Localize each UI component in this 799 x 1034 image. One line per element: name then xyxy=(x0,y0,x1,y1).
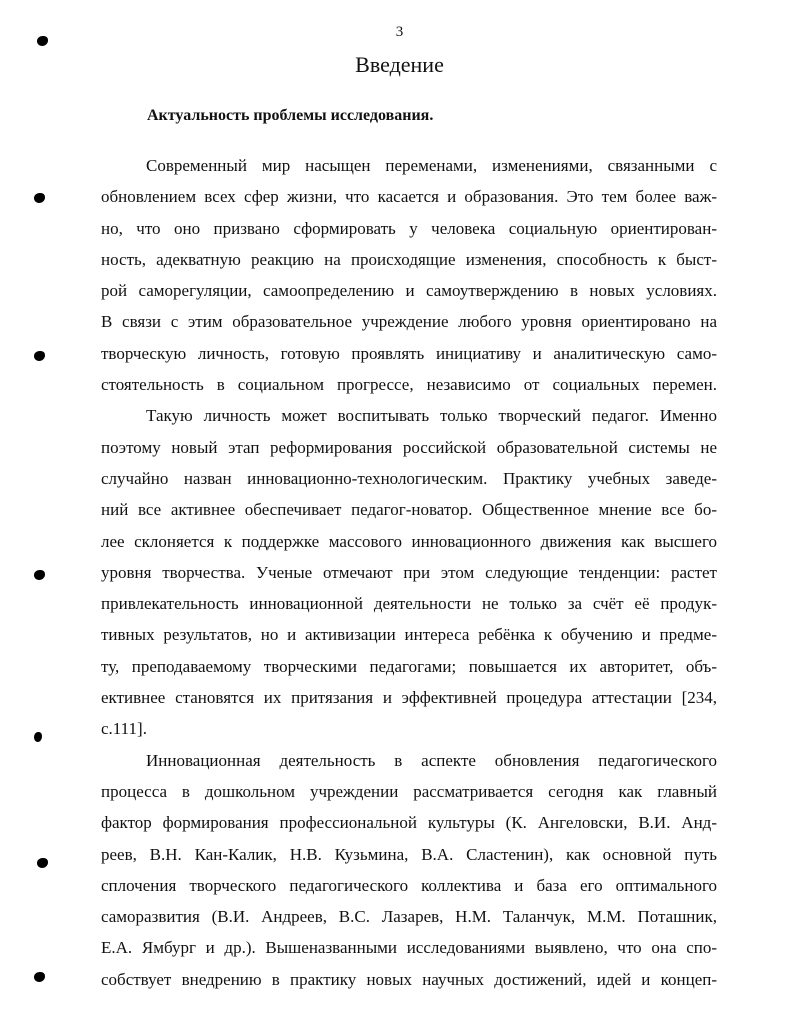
text-line: Е.А. Ямбург и др.). Вышеназванными исследованиями выявлено, что она спо- xyxy=(101,938,717,958)
text-line: ективнее становятся их притязания и эффективней процедура аттестации [234, xyxy=(101,688,717,708)
text-line: обновлением всех сфер жизни, что касается и образования. Это тем более важ- xyxy=(101,187,717,207)
text-line: поэтому новый этап реформирования российской образовательной системы не xyxy=(101,437,717,457)
binder-hole-mark xyxy=(34,570,45,580)
text-line: стоятельность в социальном прогрессе, независимо от социальных перемен. xyxy=(101,375,717,395)
text-line: реев, В.Н. Кан-Калик, Н.В. Кузьмина, В.А. Сластенин), как основной путь xyxy=(101,844,717,864)
text-line: ту, преподаваемому творческими педагогами; повышается их авторитет, объ- xyxy=(101,656,717,676)
text-line: с.111]. xyxy=(101,719,147,739)
text-line: ний все активнее обеспечивает педагог-новатор. Общественное мнение все бо- xyxy=(101,500,717,520)
text-line: В связи с этим образовательное учреждение любого уровня ориентировано на xyxy=(101,312,717,332)
text-line: Современный мир насыщен переменами, изменениями, связанными с xyxy=(146,156,717,175)
section-heading: Актуальность проблемы исследования. xyxy=(147,107,434,124)
binder-hole-mark xyxy=(34,351,45,361)
binder-hole-mark xyxy=(34,193,45,203)
text-line: фактор формирования профессиональной культуры (К. Ангеловски, В.И. Анд- xyxy=(101,813,717,833)
text-line: уровня творчества. Ученые отмечают при этом следующие тенденции: растет xyxy=(101,562,717,582)
text-line: сплочения творческого педагогического коллектива и база его оптимального xyxy=(101,875,717,895)
binder-hole-mark xyxy=(37,858,48,868)
text-line: но, что оно призвано сформировать у человека социальную ориентирован- xyxy=(101,218,717,238)
paragraph-1 xyxy=(101,150,717,400)
binder-hole-mark xyxy=(37,36,48,46)
text-line: тивных результатов, но и активизации интереса ребёнка к обучению и предме- xyxy=(101,625,717,645)
text-line: привлекательность инновационной деятельности не только за счёт её продук- xyxy=(101,594,717,614)
page-number: 3 xyxy=(395,24,404,40)
text-line: процесса в дошкольном учреждении рассматривается сегодня как главный xyxy=(101,781,717,801)
document-body xyxy=(101,150,717,995)
paragraph-2 xyxy=(101,400,717,744)
text-line: Такую личность может воспитывать только творческий педагог. Именно xyxy=(146,406,717,426)
text-line: творческую личность, готовую проявлять инициативу и аналитическую само- xyxy=(101,343,717,363)
text-line: лее склоняется к поддержке массового инновационного движения как высшего xyxy=(101,531,717,551)
text-line: Инновационная деятельность в аспекте обновления педагогического xyxy=(146,750,717,770)
text-line: саморазвития (В.И. Андреев, В.С. Лазарев, Н.М. Таланчук, М.М. Поташник, xyxy=(101,907,717,927)
text-line: рой саморегуляции, самоопределению и самоутверждению в новых условиях. xyxy=(101,281,717,301)
text-line: случайно назван инновационно-технологическим. Практику учебных заведе- xyxy=(101,468,717,488)
binder-hole-mark xyxy=(34,732,42,742)
text-line: собствует внедрению в практику новых научных достижений, идей и концеп- xyxy=(101,969,717,989)
page-title: Введение xyxy=(355,52,444,77)
paragraph-3 xyxy=(101,745,717,995)
binder-hole-mark xyxy=(34,972,45,982)
text-line: ность, адекватную реакцию на происходящие изменения, способность к быст- xyxy=(101,249,717,269)
